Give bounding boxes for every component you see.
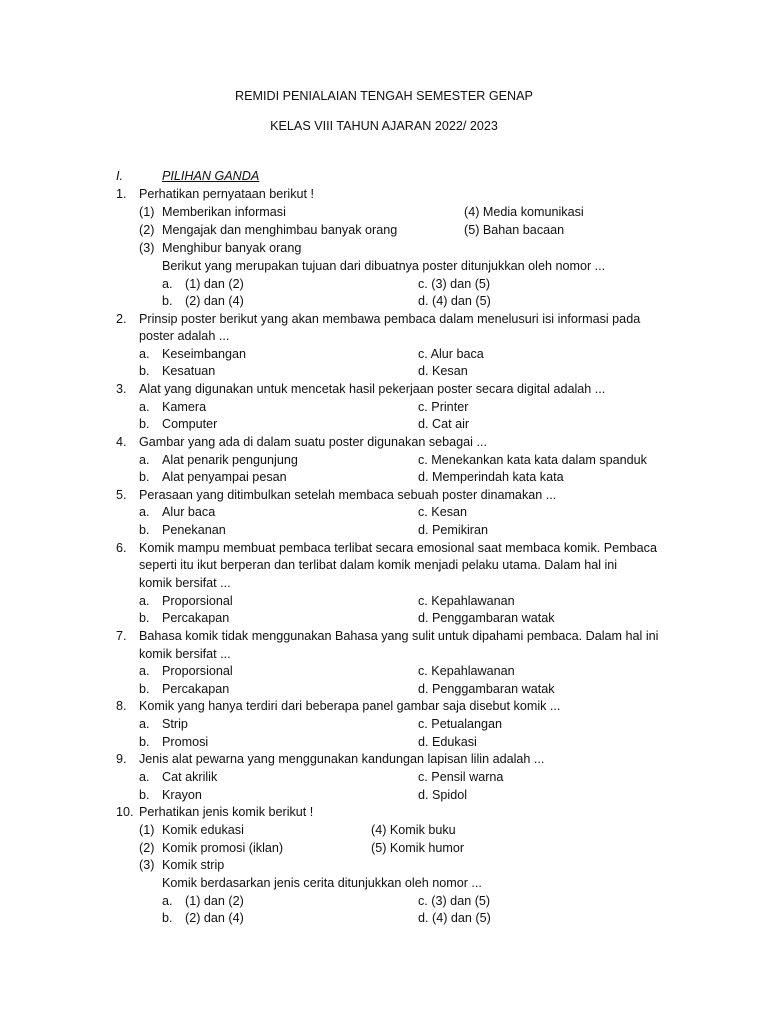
option-a: Alur baca [162,505,216,519]
option-b: Computer [162,417,218,431]
option-d: d. Edukasi [418,735,477,749]
section-title: PILIHAN GANDA [162,169,260,183]
option-label: b. [162,911,173,925]
question-number: 10. [116,805,134,819]
option-b: Alat penyampai pesan [162,470,287,484]
option-label: a. [139,664,150,678]
option-label: b. [139,788,150,802]
question-text: Komik yang hanya terdiri dari beberapa panel gambar saja disebut komik ... [139,699,561,713]
question-text: Bahasa komik tidak menggunakan Bahasa yang sulit untuk dipahami pembaca. Dalam hal ini [139,629,659,643]
option-c: c. Menekankan kata kata dalam spanduk [418,453,647,467]
option-c: c. Kesan [418,505,468,519]
option-label: b. [139,523,150,537]
statement-item: (4) Komik buku [371,823,456,837]
option-a: Cat akrilik [162,770,218,784]
option-a: Kamera [162,400,207,414]
statement-text: Menghibur banyak orang [162,241,302,255]
statement-text: Memberikan informasi [162,205,286,219]
option-b: Krayon [162,788,202,802]
option-label: a. [139,594,150,608]
question-text: Perhatikan jenis komik berikut ! [139,805,314,819]
option-c: c. (3) dan (5) [418,894,491,908]
question-number: 3. [116,382,127,396]
option-c: c. Kepahlawanan [418,664,515,678]
option-b: (2) dan (4) [185,911,244,925]
statement-text: Komik strip [162,858,225,872]
option-a: (1) dan (2) [185,277,244,291]
option-label: b. [139,470,150,484]
question-text: Perasaan yang ditimbulkan setelah membaca sebuah poster dinamakan ... [139,488,557,502]
question-text-cont: komik bersifat ... [139,647,231,661]
statement-number: (3) [139,858,155,872]
option-c: c. Petualangan [418,717,503,731]
option-label: b. [139,611,150,625]
option-label: a. [162,894,173,908]
option-a: (1) dan (2) [185,894,244,908]
question-number: 1. [116,187,127,201]
statement-item: (4) Media komunikasi [464,205,584,219]
question-text: Gambar yang ada di dalam suatu poster digunakan sebagai ... [139,435,487,449]
statement-number: (1) [139,823,155,837]
question-prompt: Komik berdasarkan jenis cerita ditunjukkan oleh nomor ... [162,876,482,890]
question-number: 9. [116,752,127,766]
option-b: (2) dan (4) [185,294,244,308]
option-label: a. [139,770,150,784]
question-number: 4. [116,435,127,449]
option-a: Proporsional [162,594,233,608]
option-b: Promosi [162,735,209,749]
question-number: 6. [116,541,127,555]
option-d: d. Spidol [418,788,468,802]
option-b: Percakapan [162,682,230,696]
option-a: Keseimbangan [162,347,247,361]
option-label: a. [162,277,173,291]
document-title: REMIDI PENIALAIAN TENGAH SEMESTER GENAP [235,89,533,103]
option-d: d. Memperindah kata kata [418,470,564,484]
option-b: Kesatuan [162,364,216,378]
option-c: c. (3) dan (5) [418,277,491,291]
section-number: I. [116,169,123,183]
question-text: Perhatikan pernyataan berikut ! [139,187,315,201]
statement-text: Mengajak dan menghimbau banyak orang [162,223,398,237]
question-prompt: Berikut yang merupakan tujuan dari dibuatnya poster ditunjukkan oleh nomor ... [162,259,606,273]
question-number: 2. [116,312,127,326]
statement-text: Komik edukasi [162,823,244,837]
option-b: Penekanan [162,523,226,537]
question-number: 8. [116,699,127,713]
question-number: 7. [116,629,127,643]
option-c: c. Pensil warna [418,770,504,784]
option-label: b. [139,364,150,378]
option-label: b. [162,294,173,308]
question-text: Jenis alat pewarna yang menggunakan kandungan lapisan lilin adalah ... [139,752,545,766]
option-d: d. Penggambaran watak [418,611,555,625]
option-d: d. (4) dan (5) [418,911,491,925]
option-c: c. Kepahlawanan [418,594,515,608]
option-b: Percakapan [162,611,230,625]
option-label: a. [139,505,150,519]
option-d: d. Penggambaran watak [418,682,555,696]
question-text-cont: seperti itu ikut berperan dan terlibat dalam komik menjadi pelaku utama. Dalam hal ini [139,558,618,572]
option-c: c. Alur baca [418,347,484,361]
question-text-cont: poster adalah ... [139,329,230,343]
option-d: d. Cat air [418,417,470,431]
statement-item: (5) Komik humor [371,841,465,855]
statement-number: (2) [139,841,155,855]
statement-number: (3) [139,241,155,255]
statement-number: (1) [139,205,155,219]
option-d: d. Pemikiran [418,523,488,537]
document-subtitle: KELAS VIII TAHUN AJARAN 2022/ 2023 [270,119,498,133]
option-label: a. [139,400,150,414]
option-label: b. [139,682,150,696]
option-label: b. [139,735,150,749]
statement-text: Komik promosi (iklan) [162,841,284,855]
option-a: Alat penarik pengunjung [162,453,298,467]
option-d: d. (4) dan (5) [418,294,491,308]
option-label: a. [139,717,150,731]
option-d: d. Kesan [418,364,468,378]
statement-item: (5) Bahan bacaan [464,223,565,237]
option-c: c. Printer [418,400,469,414]
option-label: a. [139,453,150,467]
option-a: Strip [162,717,188,731]
question-text: Komik mampu membuat pembaca terlibat secara emosional saat membaca komik. Pembaca [139,541,657,555]
question-text: Alat yang digunakan untuk mencetak hasil pekerjaan poster secara digital adalah ... [139,382,606,396]
question-text: Prinsip poster berikut yang akan membawa pembaca dalam menelusuri isi informasi pada [139,312,641,326]
question-number: 5. [116,488,127,502]
option-label: b. [139,417,150,431]
option-a: Proporsional [162,664,233,678]
option-label: a. [139,347,150,361]
statement-number: (2) [139,223,155,237]
question-text-cont: komik bersifat ... [139,576,231,590]
